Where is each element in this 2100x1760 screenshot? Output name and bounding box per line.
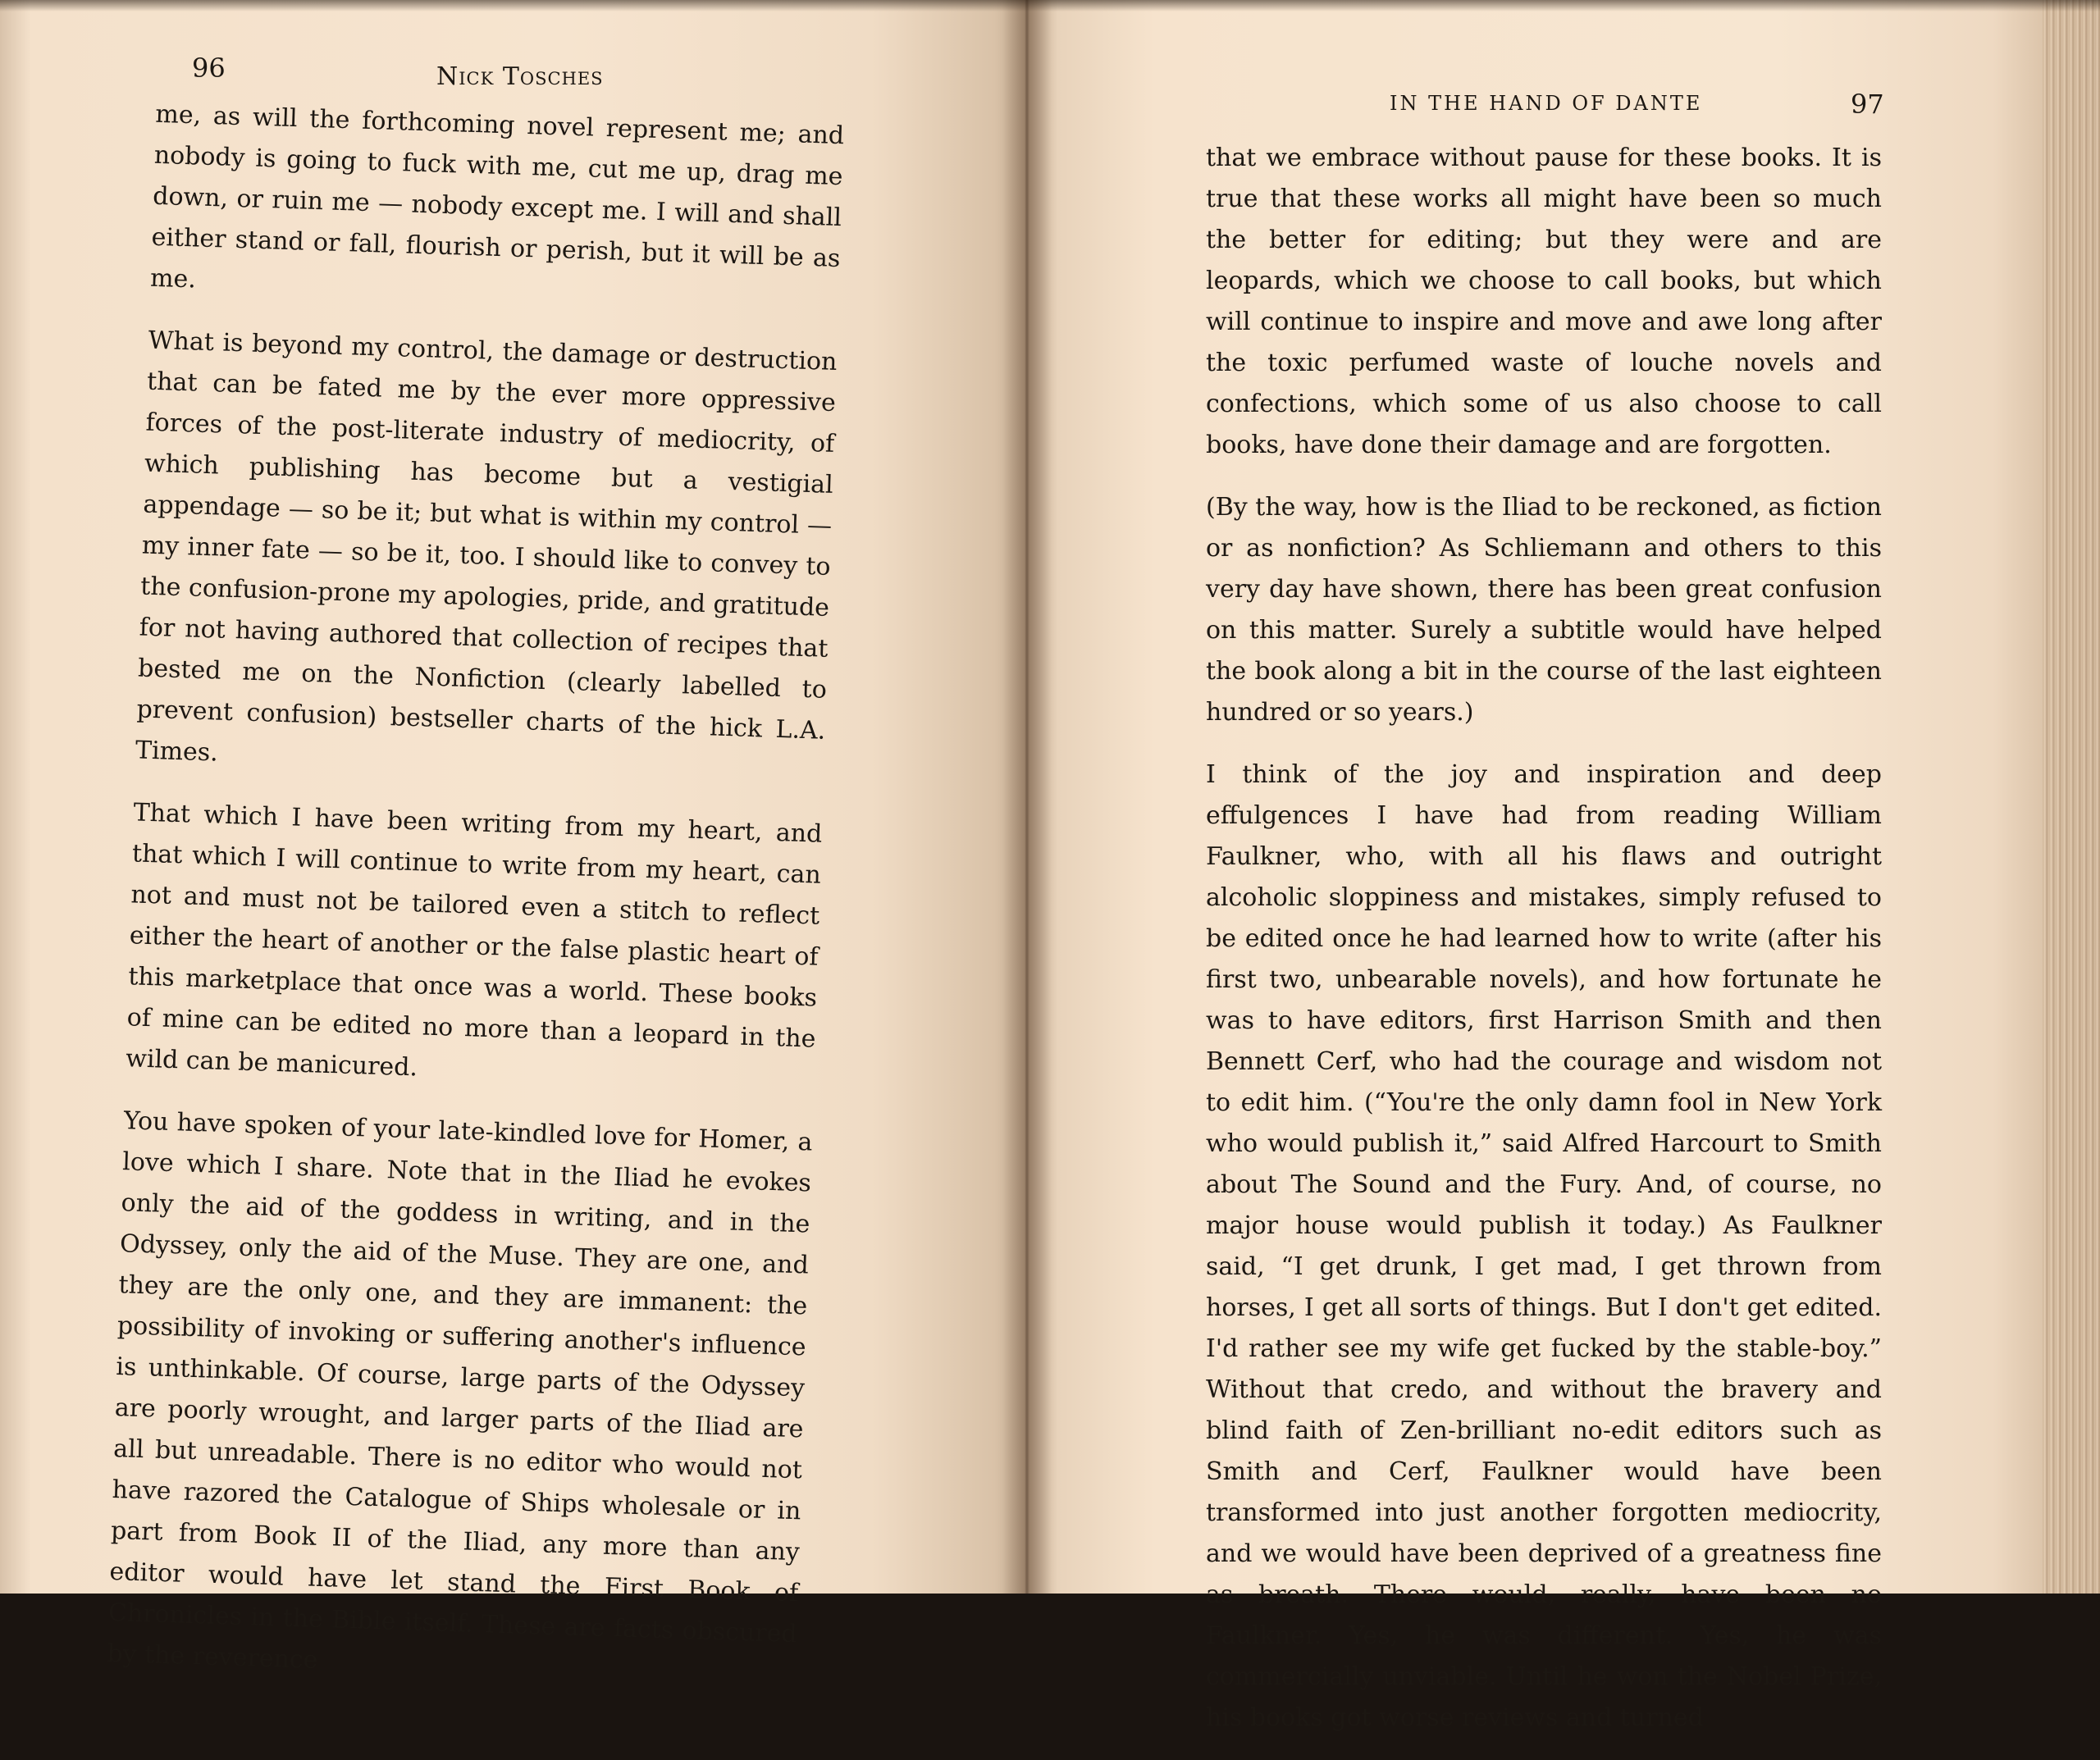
paragraph: I think of the joy and inspiration and deep effulgences I have had from reading William Faulkner, who, with all his flaws and outright alcoholic sloppiness and mistakes, simply refused to be edited once he had learned how to write (after his first two, unbearable novels), and how fortunate he was to have editors, first Harrison Smith and then Bennett Cerf, who had the courage and wisdom not to edit him. (“You're the only damn fool in New York who would publish it,” said Alfred Harcourt to Smith about The Sound and the Fury. And, of course, no major house would publish it today.) As Faulkner said, “I get drunk, I get mad, I get thrown from horses, I get all sorts of things. But I don't get edited. I'd rather see my wife get fucked by the stable-boy.” Without that credo, and without the bravery and blind faith of Zen-brilliant no-edit editors such as Smith and Cerf, Faulkner would have been transformed into just another forgotten mediocrity, and we would have been deprived of a greatness fine as breath. There would, really, have been no Faulkner. Yes, he was different. Yes, he was commercially unviable. Until he won the Nobel Prize, his books got worse reviews and turned (1206, 760, 1882, 1732)
paragraph: That which I have been writing from my heart, and that which I will continue to write from my heart, can not and must not be tailored even a stitch to reflect either the heart of another or the false plastic heart of this marketplace that once was a world. These books of mine can be edited no more than a leopard in the wild can be manicured. (125, 798, 823, 1083)
running-head-right: IN THE HAND OF DANTE (1390, 92, 1703, 115)
paragraph: You have spoken of your late-kindled love for Homer, a love which I share. Note that in the Iliad he evokes only the aid of the goddess in writing, and in the Odyssey, only the aid of the Muse. They are one, and they are the only one, and they are immanent: the possibility of invoking or suffering another's influence is unthinkable. Of course, large parts of the Odyssey are poorly wrought, and larger parts of the Iliad are all but unreadable. There is no editor who would not have razored the Catalogue of Ships wholesale or in part from Book II of the Iliad, any more than any editor would have let stand the First Book of Chronicles in the Bible itself. These are facts obscured by the reverence (106, 1106, 814, 1675)
top-shadow (0, 0, 2100, 11)
paragraph: that we embrace without pause for these books. It is true that these works all might have been so much the better for editing; but they were and are leopards, which we choose to call books, but which will continue to inspire and move and awe long after the toxic perfumed waste of louche novels and confections, which some of us also choose to call books, have done their damage and are forgotten. (1206, 144, 1882, 459)
page-number-left: 96 (192, 52, 226, 84)
right-page-text (1206, 138, 1882, 1760)
paragraph: What is beyond my control, the damage or destruction that can be fated me by the ever more oppressive forces of the post-literate industry of mediocrity, of which publishing has become but a vestigial appendage — so be it; but what is within my control — my inner fate — so be it, too. I should like to convey to the confusion-prone my apologies, pride, and gratitude for not having authored that collection of recipes that bested me on the Nonfiction (clearly labelled to prevent confusion) bestseller charts of the hick L.A. Times. (135, 326, 838, 768)
page-number-right: 97 (1851, 89, 1884, 120)
left-page (0, 0, 1025, 1675)
paragraph: me, as will the forthcoming novel represent me; and nobody is going to fuck with me, cut me up, drag me down, or ruin me — nobody except me. I will and shall either stand or fall, flourish or perish, but it will be as me. (149, 99, 845, 294)
left-page-text (106, 94, 845, 1717)
paragraph: (By the way, how is the Iliad to be reckoned, as fiction or as nonfiction? As Schliemann and others to this very day have shown, there has been great confusion on this matter. Surely a subtitle would have helped the book along a bit in the course of the last eighteen hundred or so years.) (1206, 493, 1882, 727)
running-head-left: Nick Tosches (436, 62, 604, 91)
page-edges (2043, 0, 2100, 1594)
